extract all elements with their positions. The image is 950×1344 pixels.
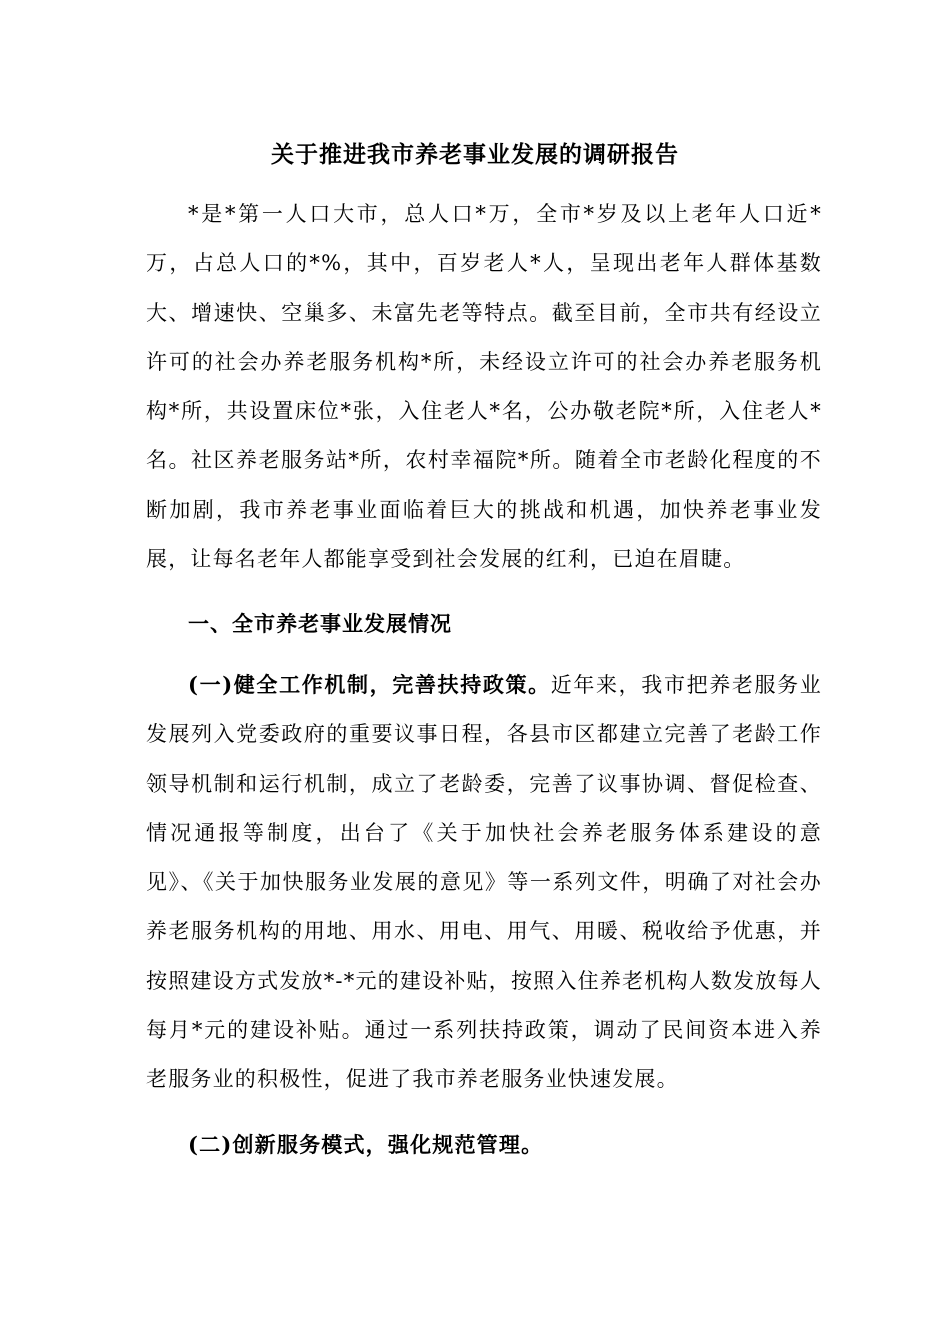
document-title: 关于推进我市养老事业发展的调研报告 [271,141,679,168]
section-heading-1: 一、全市养老事业发展情况 [188,611,452,636]
intro-paragraph: *是*第一人口大市，总人口*万，全市*岁及以上老年人口近*万，占总人口的*%，其中，百岁老人*人，呈现出老年人群体基数大、增速快、空巢多、未富先老等特点。截至目前，全市共有经设立许可的社会办养老服务机构*所，未经设立许可的社会办养老服务机构*所，共设置床位*张，入住老人*名，公办敬老院*所，入住老人*名。社区养老服务站*所，农村幸福院*所。随着全市老龄化程度的不断加剧，我市养老事业面临着巨大的挑战和机遇，加快养老事业发展，让每名老年人都能享受到社会发展的红利，已迫在眉睫。 [146,202,822,572]
subsection-1-lead: (一)健全工作机制，完善扶持政策。 [188,672,551,697]
subsection-1-body: 近年来，我市把养老服务业发展列入党委政府的重要议事日程，各县市区都建立完善了老龄工作领导机制和运行机制，成立了老龄委，完善了议事协调、督促检查、情况通报等制度，出台了《关于加快社会养老服务体系建设的意见》、《关于加快服务业发展的意见》等一系列文件，明确了对社会办养老服务机构的用地、用水、用电、用气、用暖、税收给予优惠，并按照建设方式发放*-*元的建设补贴，按照入住养老机构人数发放每人每月*元的建设补贴。通过一系列扶持政策，调动了民间资本进入养老服务业的积极性，促进了我市养老服务业快速发展。 [146,673,822,1092]
subsection-2-paragraph [146,1120,822,1170]
subsection-1-paragraph [146,660,822,1105]
subsection-2-lead: (二)创新服务模式，强化规范管理。 [188,1132,544,1157]
